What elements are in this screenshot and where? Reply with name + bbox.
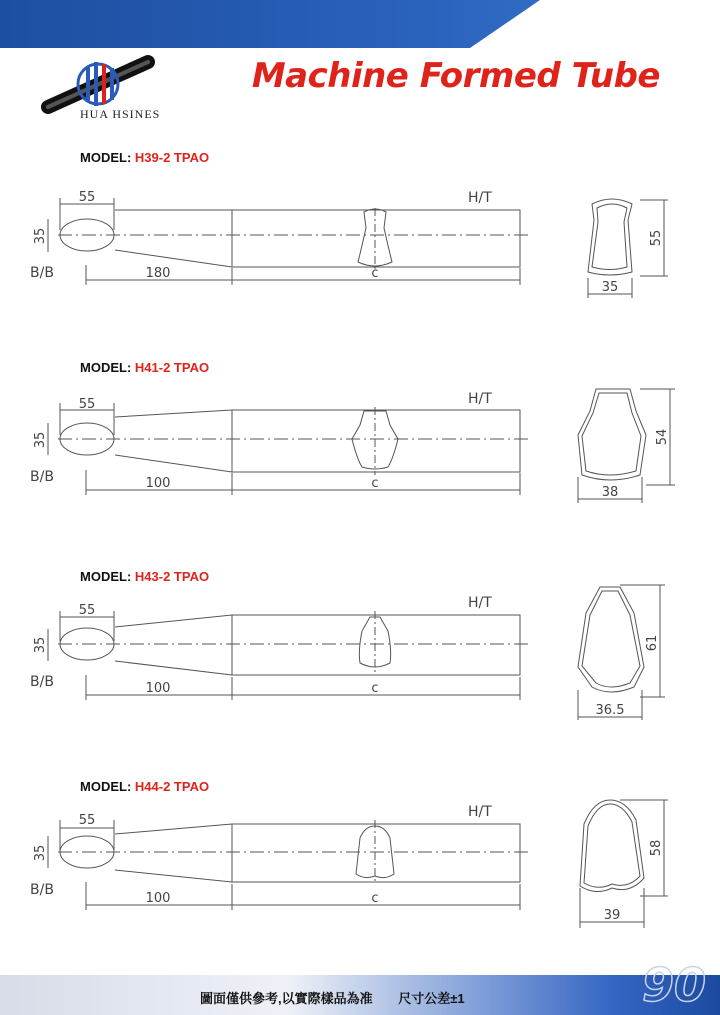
dim-length: 100	[145, 476, 171, 491]
model-heading	[80, 150, 209, 165]
dim-c: c	[371, 476, 379, 491]
model-code: H44-2 TPAO	[134, 779, 210, 794]
dim-length: 180	[145, 266, 171, 281]
ht-label: H/T	[468, 190, 492, 206]
ht-label: H/T	[468, 595, 492, 611]
dim-bb-height: 35	[33, 227, 48, 245]
dim-length: 100	[145, 891, 171, 906]
model-label: MODEL:	[80, 779, 132, 794]
model-label: MODEL:	[80, 360, 132, 375]
model-code: H43-2 TPAO	[134, 569, 210, 584]
dim-c: c	[371, 266, 379, 281]
tube-drawing-h39	[0, 180, 720, 310]
tube-drawing-h44	[0, 790, 720, 935]
section-width: 36.5	[595, 703, 625, 718]
bb-label: B/B	[30, 265, 54, 281]
dim-c: c	[371, 891, 379, 906]
dim-bb-height: 35	[33, 844, 48, 862]
tube-drawing-h43	[0, 575, 720, 725]
bb-label: B/B	[30, 469, 54, 485]
model-label: MODEL:	[80, 150, 132, 165]
dim-bb-height: 35	[33, 636, 48, 654]
model-code: H41-2 TPAO	[134, 360, 210, 375]
dim-bb-width: 55	[78, 603, 96, 618]
section-width: 39	[603, 908, 621, 923]
footer-note	[200, 988, 465, 1007]
dim-c: c	[371, 681, 379, 696]
section-height: 55	[649, 229, 664, 247]
dim-bb-width: 55	[78, 813, 96, 828]
tube-drawing-h41	[0, 385, 720, 515]
dim-bb-width: 55	[78, 190, 96, 205]
section-height: 58	[649, 839, 664, 857]
model-code: H39-2 TPAO	[134, 150, 210, 165]
model-label: MODEL:	[80, 569, 132, 584]
page-title: Machine Formed Tube	[251, 56, 660, 96]
model-heading	[80, 360, 209, 375]
dim-bb-height: 35	[33, 431, 48, 449]
ht-label: H/T	[468, 391, 492, 407]
bb-label: B/B	[30, 674, 54, 690]
bb-label: B/B	[30, 882, 54, 898]
page-number: 90	[641, 958, 706, 1012]
section-height: 61	[645, 634, 660, 652]
section-width: 38	[601, 485, 619, 500]
section-width: 35	[601, 280, 619, 295]
footer-tolerance: 尺寸公差±1	[398, 991, 465, 1006]
tube-logo-icon	[48, 62, 148, 107]
ht-label: H/T	[468, 804, 492, 820]
brand-name: HUA HSINES	[80, 107, 161, 121]
dim-bb-width: 55	[78, 397, 96, 412]
footer-disclaimer: 圖面僅供參考,以實際樣品為准	[200, 991, 373, 1006]
dim-length: 100	[145, 681, 171, 696]
section-height: 54	[655, 428, 670, 446]
